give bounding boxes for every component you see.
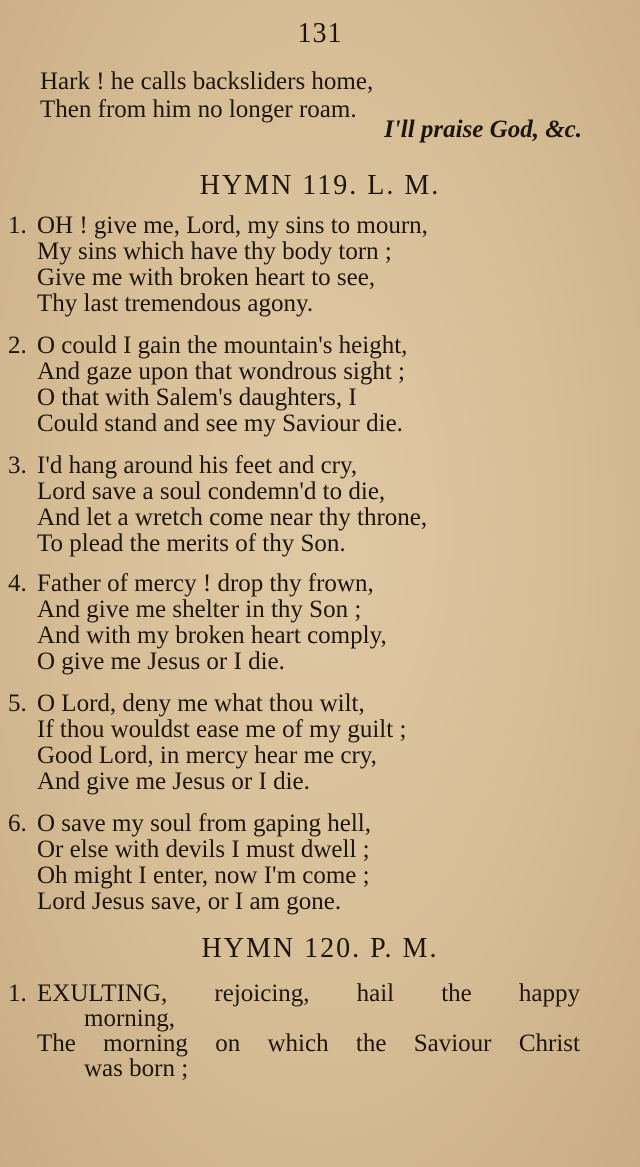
verse-line: O save my soul from gaping hell, [37,810,371,837]
prev-line: Hark ! he calls backsliders home, [40,68,374,95]
verse-line: I'd hang around his feet and cry, [37,452,358,479]
word: on [215,1030,241,1057]
word: The [37,1030,76,1057]
verse-line: Lord Jesus save, or I am gone. [37,888,342,915]
verse-line: Could stand and see my Saviour die. [37,410,403,437]
word: Saviour [413,1030,492,1057]
verse-line: Give me with broken heart to see, [37,264,376,291]
verse-number: 6. [8,810,27,837]
hymn-title: HYMN 119. L. M. [199,170,441,201]
verse-line: Good Lord, in mercy hear me cry, [37,742,377,769]
verse-line: O that with Salem's daughters, I [37,384,357,411]
verse-line: Thy last tremendous agony. [37,290,314,317]
word: which [267,1030,329,1057]
verse-line: OH ! give me, Lord, my sins to mourn, [37,212,428,239]
verse-number: 2. [8,332,27,359]
verse-line: O could I gain the mountain's height, [37,332,408,359]
word: happy [518,980,580,1007]
verse-line: If thou wouldst ease me of my guilt ; [37,716,407,743]
verse-line: Or else with devils I must dwell ; [37,836,370,863]
hymn-title: HYMN 120. P. M. [201,933,439,964]
verse-line-justified [37,980,580,1008]
verse-line: O Lord, deny me what thou wilt, [37,690,365,717]
word: EXULTING, [37,980,168,1007]
verse-line: And give me Jesus or I die. [37,768,310,795]
verse-line: Father of mercy ! drop thy frown, [37,570,374,597]
word: hail [356,980,395,1007]
verse-line: And gaze upon that wondrous sight ; [37,358,406,385]
verse-number: 1. [8,980,27,1007]
verse-line: And give me shelter in thy Son ; [37,596,362,623]
verse-line: was born ; [84,1055,189,1082]
word: Christ [518,1030,580,1057]
verse-number: 3. [8,452,27,479]
word: the [355,1030,387,1057]
word: rejoicing, [214,980,310,1007]
verse-number: 5. [8,690,27,717]
word: morning [103,1030,188,1057]
verse-line: To plead the merits of thy Son. [37,530,346,557]
verse-line: My sins which have thy body torn ; [37,238,392,265]
verse-line: And with my broken heart comply, [37,622,387,649]
verse-line: O give me Jesus or I die. [37,648,285,675]
verse-line: Oh might I enter, now I'm come ; [37,862,370,889]
page-number: 131 [297,18,343,49]
word: the [441,980,472,1007]
verse-line: And let a wretch come near thy throne, [37,504,428,531]
prev-line: Then from him no longer roam. [40,96,357,123]
verse-line: Lord save a soul condemn'd to die, [37,478,386,505]
verse-line: morning, [84,1005,175,1032]
chorus-refrain: I'll praise God, &c. [384,116,582,143]
verse-number: 1. [8,212,27,239]
verse-line-justified [37,1030,580,1058]
verse-number: 4. [8,570,27,597]
